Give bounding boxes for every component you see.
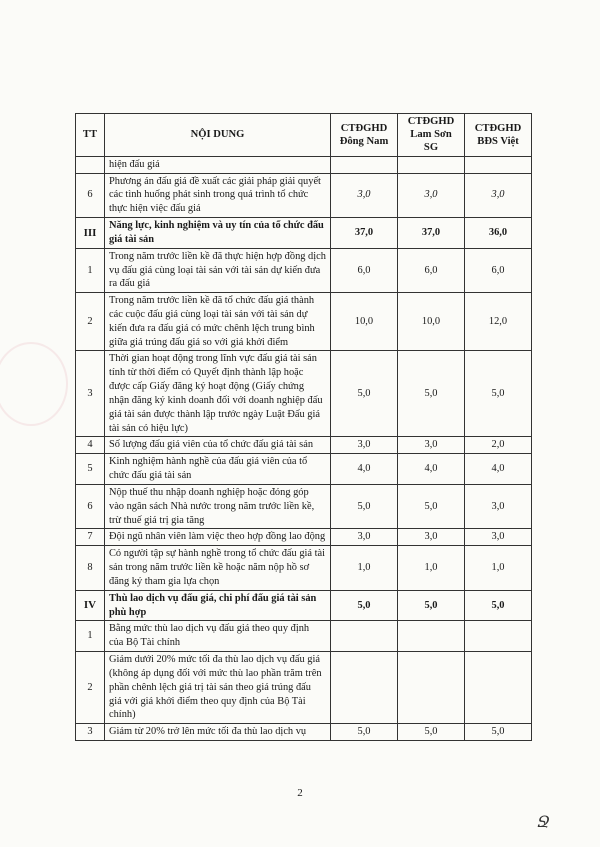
row-content: Giảm từ 20% trở lên mức tối đa thù lao dịch vụ [105,724,331,741]
row-number [76,156,105,173]
table-row [76,454,532,485]
row-number: 8 [76,546,105,590]
row-content: Trong năm trước liền kề đã thực hiện hợp đồng dịch vụ đấu giá cùng loại tài sản với tài sản dự kiến đưa ra đấu giá [105,248,331,292]
row-number: 7 [76,529,105,546]
score-dong-nam [331,652,398,724]
score-lam-son [398,621,465,652]
score-lam-son: 5,0 [398,351,465,437]
row-number: 2 [76,652,105,724]
score-dong-nam: 5,0 [331,351,398,437]
score-lam-son: 5,0 [398,590,465,621]
score-lam-son: 37,0 [398,218,465,249]
score-bds-viet: 5,0 [465,724,532,741]
table-section-row [76,218,532,249]
table-row [76,351,532,437]
row-number: III [76,218,105,249]
table-row [76,546,532,590]
row-content: Số lượng đấu giá viên của tổ chức đấu giá tài sản [105,437,331,454]
header-content: NỘI DUNG [105,114,331,157]
score-lam-son [398,156,465,173]
row-number: 2 [76,293,105,351]
score-bds-viet: 3,0 [465,529,532,546]
score-bds-viet: 3,0 [465,484,532,528]
row-content: Trong năm trước liền kề đã tổ chức đấu giá thành các cuộc đấu giá cùng loại tài sản với tài sản dự kiến đưa ra đấu giá có mức chênh lệch trung bình giữa giá trúng đấu giá so với giá khởi điểm [105,293,331,351]
score-lam-son: 10,0 [398,293,465,351]
score-bds-viet: 36,0 [465,218,532,249]
score-lam-son: 6,0 [398,248,465,292]
row-number: 6 [76,173,105,217]
handwritten-initials: Ջ [537,812,551,831]
table-row [76,621,532,652]
row-number: 3 [76,724,105,741]
table-row [76,437,532,454]
score-dong-nam [331,621,398,652]
score-dong-nam [331,156,398,173]
row-content: Thời gian hoạt động trong lĩnh vực đấu giá tài sản tính từ thời điểm có Quyết định thành lập hoặc được cấp Giấy đăng ký hoạt động (Giấy chứng nhận đăng ký kinh doanh đối với doanh nghiệp đấu giá tài sản được thành lập trước ngày Luật Đấu giá tài sản có hiệu lực) [105,351,331,437]
row-number: 3 [76,351,105,437]
score-dong-nam: 5,0 [331,724,398,741]
row-number: 6 [76,484,105,528]
score-bds-viet: 3,0 [465,173,532,217]
row-content: Nộp thuế thu nhập doanh nghiệp hoặc đóng góp vào ngân sách Nhà nước trong năm trước liền kề, trừ thuế giá trị gia tăng [105,484,331,528]
table-row [76,248,532,292]
page-number: 2 [297,787,303,799]
score-lam-son: 5,0 [398,484,465,528]
header-tt: TT [76,114,105,157]
score-dong-nam: 5,0 [331,484,398,528]
table-row [76,156,532,173]
score-bds-viet [465,621,532,652]
score-dong-nam: 3,0 [331,173,398,217]
score-bds-viet: 5,0 [465,590,532,621]
score-dong-nam: 1,0 [331,546,398,590]
row-number: 1 [76,248,105,292]
score-dong-nam: 6,0 [331,248,398,292]
table-row [76,724,532,741]
score-bds-viet: 4,0 [465,454,532,485]
score-bds-viet: 6,0 [465,248,532,292]
row-content: Bằng mức thù lao dịch vụ đấu giá theo quy định của Bộ Tài chính [105,621,331,652]
row-content: Phương án đấu giá đề xuất các giải pháp giải quyết các tình huống phát sinh trong quá trình tổ chức thực hiện việc đấu giá [105,173,331,217]
table-row [76,529,532,546]
score-dong-nam: 3,0 [331,529,398,546]
row-content: Năng lực, kinh nghiệm và uy tín của tổ chức đấu giá tài sản [105,218,331,249]
table-row [76,652,532,724]
score-dong-nam: 3,0 [331,437,398,454]
red-stamp-mark [0,342,68,426]
score-bds-viet: 5,0 [465,351,532,437]
score-dong-nam: 37,0 [331,218,398,249]
row-content: Thù lao dịch vụ đấu giá, chi phí đấu giá tài sản phù hợp [105,590,331,621]
score-lam-son: 3,0 [398,437,465,454]
row-number: 5 [76,454,105,485]
header-dong-nam: CTĐGHD Đông Nam [331,114,398,157]
header-lam-son: CTĐGHD Lam Sơn SG [398,114,465,157]
row-content: Đội ngũ nhân viên làm việc theo hợp đồng lao động [105,529,331,546]
table-row [76,293,532,351]
score-lam-son: 1,0 [398,546,465,590]
score-dong-nam: 5,0 [331,590,398,621]
row-content: Giảm dưới 20% mức tối đa thù lao dịch vụ đấu giá (không áp dụng đối với mức thù lao phần trăm trên phần chênh lệch giá trị tài sản theo giá trúng đấu giá với giá khởi điểm theo quy định của Bộ Tài chính) [105,652,331,724]
row-number: 4 [76,437,105,454]
table-row [76,484,532,528]
table-row [76,173,532,217]
score-lam-son: 3,0 [398,173,465,217]
score-bds-viet: 12,0 [465,293,532,351]
row-number: 1 [76,621,105,652]
score-bds-viet [465,156,532,173]
row-content: Có người tập sự hành nghề trong tổ chức đấu giá tài sản trong năm trước liền kề hoặc năm nộp hồ sơ đăng ký tham gia lựa chọn [105,546,331,590]
row-number: IV [76,590,105,621]
table-header-row [76,114,532,157]
row-content: hiện đấu giá [105,156,331,173]
row-content: Kinh nghiệm hành nghề của đấu giá viên của tổ chức đấu giá tài sản [105,454,331,485]
score-lam-son: 4,0 [398,454,465,485]
score-dong-nam: 4,0 [331,454,398,485]
score-bds-viet: 1,0 [465,546,532,590]
header-bds-viet: CTĐGHD BĐS Việt [465,114,532,157]
score-dong-nam: 10,0 [331,293,398,351]
score-lam-son [398,652,465,724]
score-lam-son: 3,0 [398,529,465,546]
score-lam-son: 5,0 [398,724,465,741]
scoring-table [75,113,532,741]
table-section-row [76,590,532,621]
score-bds-viet: 2,0 [465,437,532,454]
score-bds-viet [465,652,532,724]
